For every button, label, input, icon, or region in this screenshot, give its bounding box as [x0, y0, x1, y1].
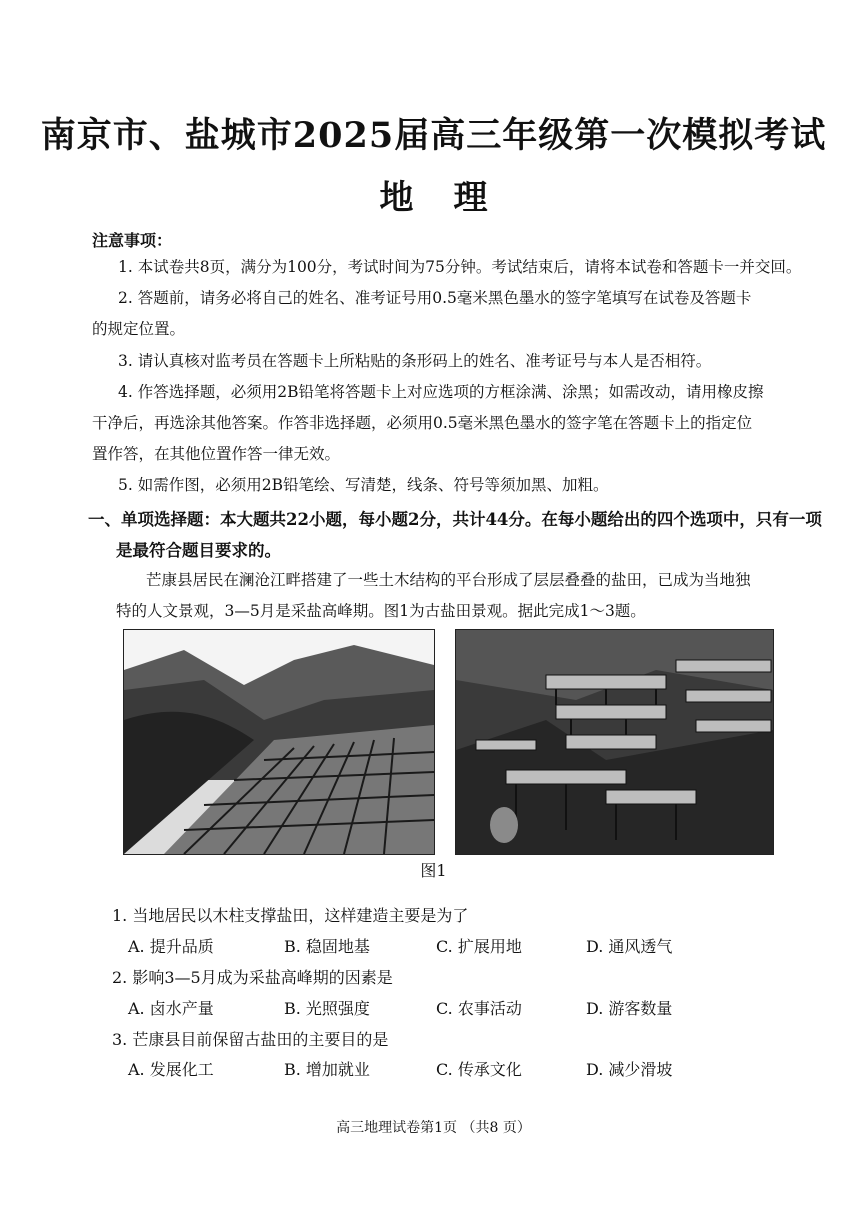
note-item: 3. 请认真核对监考员在答题卡上所粘贴的条形码上的姓名、准考证号与本人是否相符。 [118, 352, 712, 370]
page-footer: 高三地理试卷第1页 （共8 页） [336, 1120, 531, 1136]
note-item: 4. 作答选择题，必须用2B铅笔将答题卡上对应选项的方框涂满、涂黑；如需改动，请用橡皮擦 [118, 383, 764, 401]
option-d: D. 游客数量 [586, 999, 673, 1018]
option-b: B. 稳固地基 [284, 937, 370, 956]
option-a: A. 卤水产量 [128, 999, 214, 1018]
note-item: 5. 如需作图，必须用2B铅笔绘、写清楚，线条、符号等须加黑、加粗。 [118, 476, 609, 494]
exam-title: 南京市、盐城市2025届高三年级第一次模拟考试 [40, 115, 827, 156]
section-heading: 一、单项选择题：本大题共22小题，每小题2分，共计44分。在每小题给出的四个选项中，只有一项 [88, 510, 822, 529]
subject-title: 地理 [379, 178, 528, 218]
option-c: C. 传承文化 [436, 1060, 522, 1079]
passage-line: 特的人文景观，3—5月是采盐高峰期。图1为古盐田景观。据此完成1～3题。 [116, 602, 646, 620]
option-d: D. 通风透气 [586, 937, 673, 956]
option-d: D. 减少滑坡 [586, 1060, 673, 1079]
question-stem: 3. 芒康县目前保留古盐田的主要目的是 [112, 1030, 389, 1049]
option-c: C. 扩展用地 [436, 937, 522, 956]
option-a: A. 提升品质 [128, 937, 214, 956]
note-item: 1. 本试卷共8页，满分为100分，考试时间为75分钟。考试结束后，请将本试卷和答题卡一并交回。 [118, 258, 802, 276]
wooden-salt-platforms-photo [455, 629, 774, 855]
question-stem: 1. 当地居民以木柱支撑盐田，这样建造主要是为了 [112, 906, 469, 925]
note-item: 干净后，再选涂其他答案。作答非选择题，必须用0.5毫米黑色墨水的签字笔在答题卡上的指定位 [92, 414, 753, 432]
notes-heading: 注意事项： [92, 231, 173, 250]
question-stem: 2. 影响3—5月成为采盐高峰期的因素是 [112, 968, 393, 987]
option-b: B. 增加就业 [284, 1060, 370, 1079]
note-item: 的规定位置。 [92, 320, 186, 338]
salt-terraces-valley-photo [123, 629, 435, 855]
option-b: B. 光照强度 [284, 999, 370, 1018]
note-item: 置作答，在其他位置作答一律无效。 [92, 445, 341, 463]
passage-line: 芒康县居民在澜沧江畔搭建了一些土木结构的平台形成了层层叠叠的盐田，已成为当地独 [146, 571, 751, 589]
option-a: A. 发展化工 [128, 1060, 214, 1079]
option-c: C. 农事活动 [436, 999, 522, 1018]
note-item: 2. 答题前，请务必将自己的姓名、准考证号用0.5毫米黑色墨水的签字笔填写在试卷及答题卡 [118, 289, 752, 307]
section-heading-cont: 是最符合题目要求的。 [116, 541, 281, 560]
figure-caption: 图1 [420, 861, 447, 880]
